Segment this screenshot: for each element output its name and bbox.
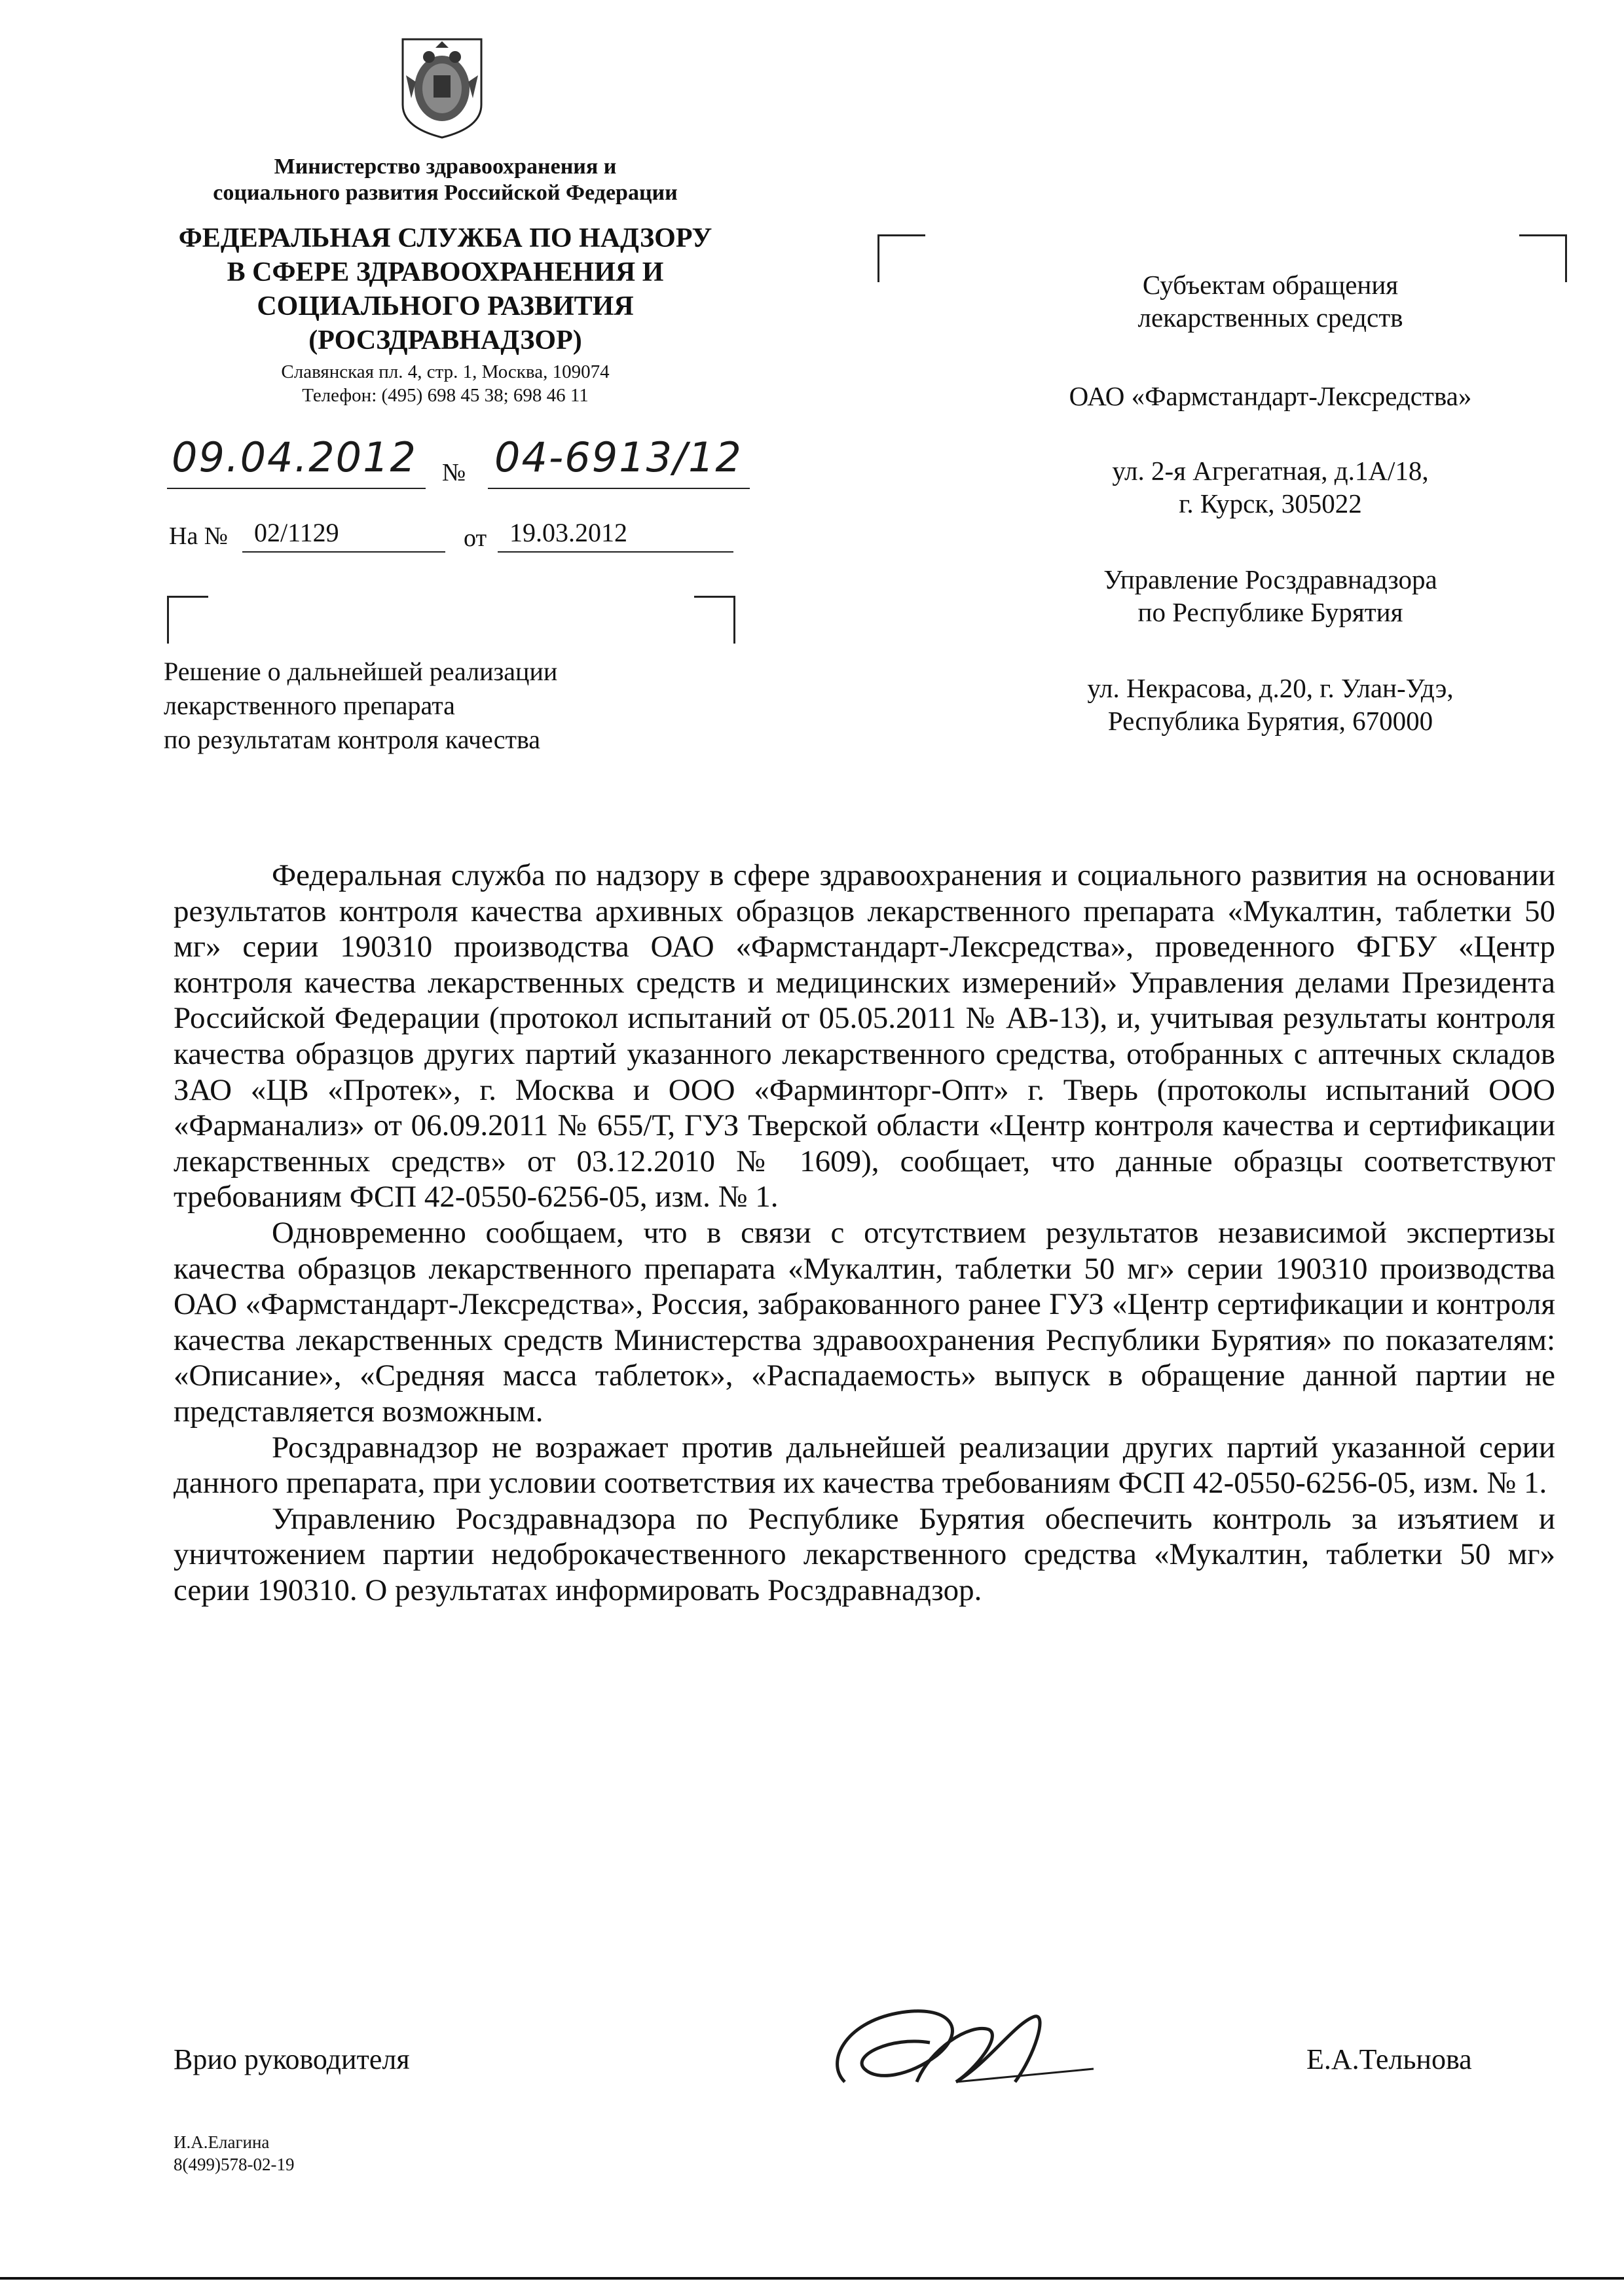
signatory-name: Е.А.Тельнова [1306, 2043, 1472, 2075]
service-line-4: (РОСЗДРАВНАДЗОР) [308, 325, 582, 355]
subject-line-2: лекарственного препарата [164, 691, 455, 720]
service-line-2: В СФЕРЕ ЗДРАВООХРАНЕНИЯ И [227, 257, 664, 287]
subject-bracket-right [694, 596, 735, 644]
recipient-3-line-1: Управление Росздравнадзора [1103, 564, 1437, 594]
recipient-bracket-left [877, 234, 925, 282]
letter-body [174, 858, 1555, 1608]
signatory-position: Врио руководителя [174, 2043, 410, 2075]
reply-number-label: На № [169, 522, 229, 550]
outgoing-date: 09.04.2012 [172, 433, 417, 481]
service-line-1: ФЕДЕРАЛЬНАЯ СЛУЖБА ПО НАДЗОРУ [178, 223, 712, 253]
reply-date-label: от [464, 524, 487, 552]
subject-line-1: Решение о дальнейшей реализации [164, 657, 558, 686]
recipient-1-line-1: Субъектам обращения [1142, 270, 1399, 300]
ministry-line-2: социального развития Российской Федерации [213, 181, 678, 205]
date-underline [167, 488, 426, 489]
handwritten-signature [819, 1984, 1120, 2115]
service-line-3: СОЦИАЛЬНОГО РАЗВИТИЯ [257, 291, 634, 321]
number-underline [488, 488, 750, 489]
recipient-3-address-1: ул. Некрасова, д.20, г. Улан-Удэ, [1087, 673, 1454, 703]
bottom-border-line [0, 2277, 1624, 2280]
recipient-3-line-2: по Республике Бурятия [1137, 597, 1403, 627]
body-paragraph-1: Федеральная служба по надзору в сфере здравоохранения и социального развития на основании результатов контроля качества архивных образцов лекарственного препарата «Мукалтин, таблетки 50 мг» серии 190310 производства ОАО «Фармстандарт-Лексредства», проведенного ФГБУ «Центр контроля качества лекарственных средств и медицинских измерений» Управления делами Президента Российской Федерации (протокол испытаний от 05.05.2011 № АВ-13), и, учитывая результаты контроля качества образцов других партий указанного лекарственного средства, отобранных с аптечных складов ЗАО «ЦВ «Протек», г. Москва и ООО «Фарминторг-Опт» г. Тверь (протоколы испытаний ООО «Фарманализ» от 06.09.2011 № 655/Т, ГУЗ Тверской области «Центр контроля качества и сертификации лекарственных средств» от 03.12.2010 № 1609), сообщает, что данные образцы соответствуют требованиям ФСП 42-0550-6256-05, изм. № 1. [174, 858, 1555, 1214]
subject-block [164, 655, 753, 757]
service-address-block [151, 360, 740, 407]
executor-block [174, 2131, 294, 2176]
recipients-block [969, 268, 1572, 737]
body-paragraph-3: Росздравнадзор не возражает против дальнейшей реализации других партий указанной серии данного препарата, при условии соответствия их качества требованиям ФСП 42-0550-6256-05, изм. № 1. [174, 1430, 1555, 1501]
service-name [151, 221, 740, 357]
ministry-name [144, 154, 747, 206]
recipient-3-address-2: Республика Бурятия, 670000 [1107, 706, 1433, 736]
service-phone: Телефон: (495) 698 45 38; 698 46 11 [302, 385, 589, 406]
reply-date: 19.03.2012 [509, 518, 627, 547]
coat-of-arms-emblem [399, 36, 485, 141]
service-address: Славянская пл. 4, стр. 1, Москва, 109074 [281, 361, 610, 382]
body-paragraph-2: Одновременно сообщаем, что в связи с отсутствием результатов независимой экспертизы качества образцов лекарственного препарата «Мукалтин, таблетки 50 мг» серии 190310 производства ОАО «Фармстандарт-Лексредства», Россия, забракованного ранее ГУЗ «Центр сертификации и контроля качества лекарственных средств Министерства здравоохранения Республики Бурятия» по показателям: «Описание», «Средняя масса таблеток», «Распадаемость» выпуск в обращение данной партии не представляется возможным. [174, 1215, 1555, 1429]
executor-name: И.А.Елагина [174, 2132, 270, 2152]
number-label: № [442, 459, 466, 486]
executor-phone: 8(499)578-02-19 [174, 2155, 295, 2174]
subject-bracket-left [167, 596, 208, 644]
ministry-line-1: Министерство здравоохранения и [274, 155, 617, 179]
reply-number-underline [242, 551, 445, 553]
recipient-2-address-2: г. Курск, 305022 [1179, 488, 1362, 519]
subject-line-3: по результатам контроля качества [164, 725, 541, 754]
outgoing-number: 04-6913/12 [494, 433, 743, 481]
recipient-2-address-1: ул. 2-я Агрегатная, д.1А/18, [1112, 456, 1429, 486]
body-paragraph-4: Управлению Росздравнадзора по Республике Бурятия обеспечить контроль за изъятием и уничтожением партии недоброкачественного лекарственного средства «Мукалтин, таблетки 50 мг» серии 190310. О результатах информировать Росздравнадзор. [174, 1501, 1555, 1607]
recipient-1-line-2: лекарственных средств [1137, 302, 1403, 333]
reply-date-underline [498, 551, 733, 553]
recipient-2-name: ОАО «Фармстандарт-Лексредства» [1069, 381, 1472, 411]
reply-number: 02/1129 [254, 518, 339, 547]
